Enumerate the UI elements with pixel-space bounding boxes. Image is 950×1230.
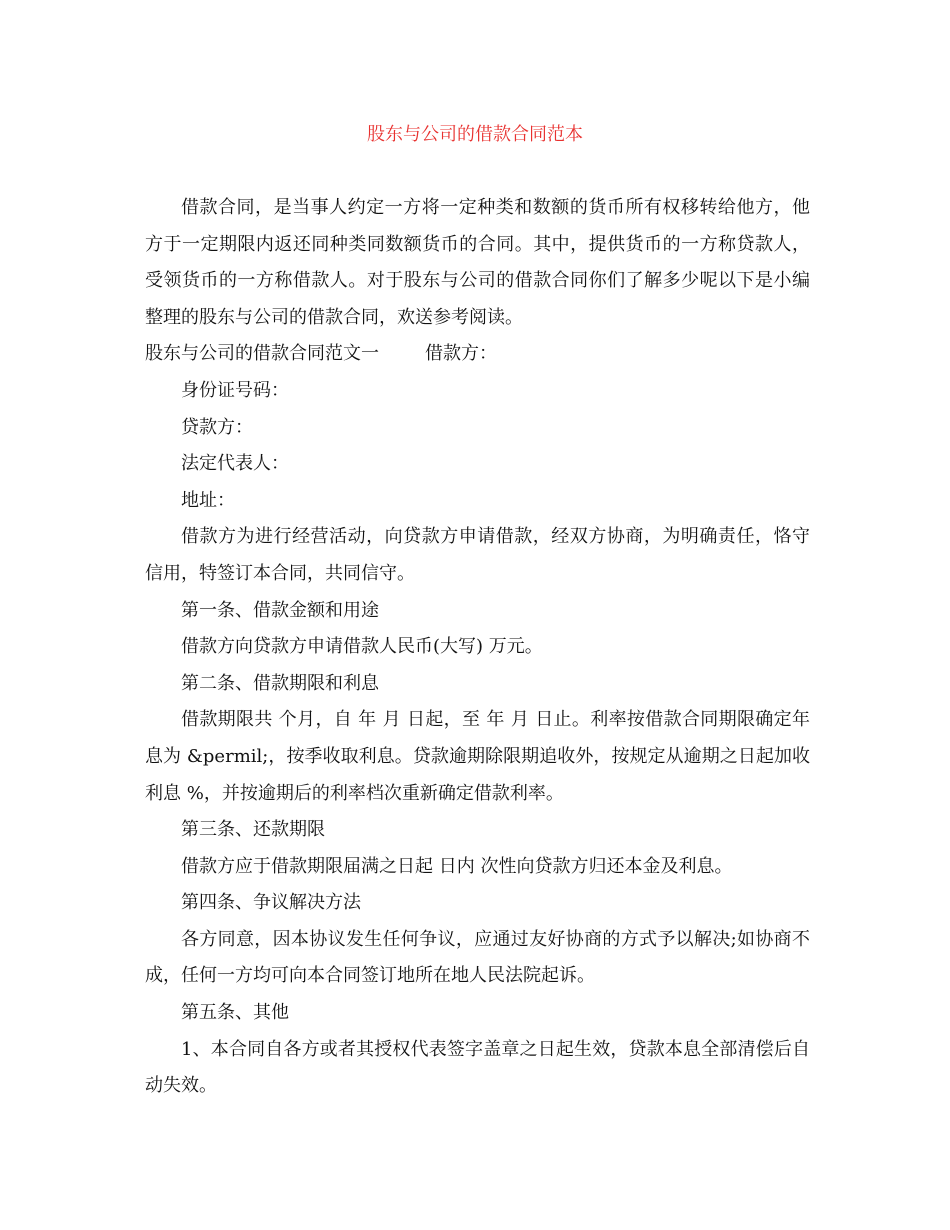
- document-title: 股东与公司的借款合同范本: [367, 124, 583, 145]
- lender-label: 贷款方：: [181, 416, 253, 438]
- article-5-heading: 第五条、其他: [181, 1002, 289, 1024]
- article-2-heading: 第二条、借款期限和利息: [181, 672, 379, 694]
- article-3-text: 借款方应于借款期限届满之日起 日内 次性向贷款方归还本金及利息。: [181, 855, 733, 877]
- section-heading-line: [145, 336, 810, 373]
- intro-paragraph: 借款合同，是当事人约定一方将一定种类和数额的货币所有权移转给他方，他方于一定期限内返还同种类同数额货币的合同。其中，提供货币的一方称贷款人，受领货币的一方称借款人。对于股东与公司的借款合同你们了解多少呢以下是小编整理的股东与公司的借款合同，欢送参考阅读。: [145, 197, 810, 328]
- article-5-item-1: 1、本合同自各方或者其授权代表签字盖章之日起生效，贷款本息全部清偿后自动失效。: [145, 1038, 810, 1097]
- address-label: 地址：: [181, 489, 235, 511]
- article-3-heading: 第三条、还款期限: [181, 819, 325, 841]
- legal-representative-label: 法定代表人：: [181, 453, 289, 475]
- section-heading: 股东与公司的借款合同范文一: [145, 343, 379, 365]
- preamble-paragraph: 借款方为进行经营活动，向贷款方申请借款，经双方协商，为明确责任，恪守信用，特签订本合同，共同信守。: [145, 526, 810, 584]
- article-1-heading: 第一条、借款金额和用途: [181, 599, 379, 621]
- id-number-label: 身份证号码：: [181, 379, 289, 401]
- borrower-label: 借款方：: [425, 343, 497, 365]
- article-1-text: 借款方向贷款方申请借款人民币(大写) 万元。: [181, 636, 543, 658]
- article-4-heading: 第四条、争议解决方法: [181, 892, 361, 914]
- document-body: [145, 190, 810, 1105]
- article-4-text: 各方同意，因本协议发生任何争议，应通过友好协商的方式予以解决;如协商不成，任何一方均可向本合同签订地所在地人民法院起诉。: [145, 928, 810, 987]
- article-2-text: 借款期限共 个月，自 年 月 日起，至 年 月 日止。利率按借款合同期限确定年息为 &permil;，按季收取利息。贷款逾期除限期追收外，按规定从逾期之日起加收利息 %，并按逾期后的利率档次重新确定借款利率。: [145, 709, 810, 804]
